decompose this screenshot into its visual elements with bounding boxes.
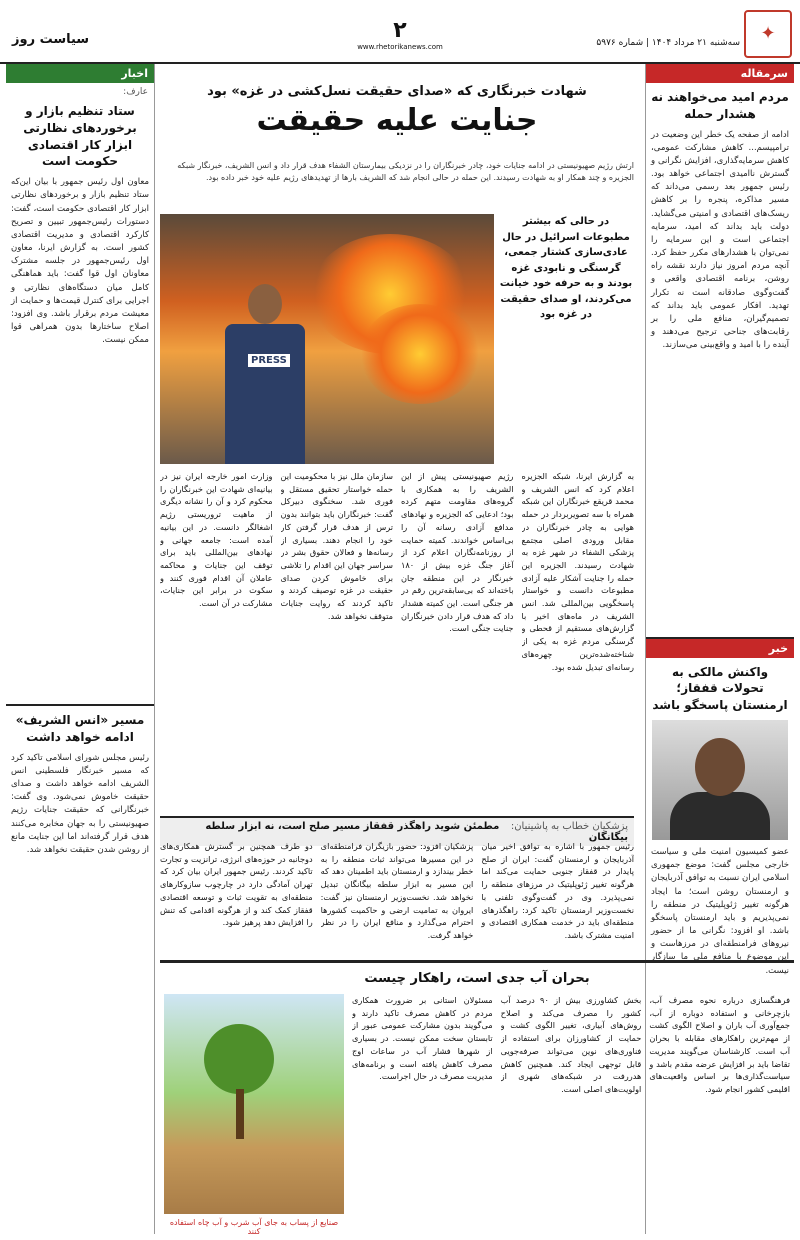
news-title-1[interactable]: ستاد تنظیم بازار و برخوردهای نظارتی ابزار کار اقتصادی حکومت است — [23, 104, 137, 169]
news-title[interactable]: واکنش مالکی به تحولات قفقاز؛ ارمنستان پاسخگو باشد — [652, 664, 788, 713]
page-number-block — [330, 18, 470, 51]
water-column-3: مسئولان استانی بر ضرورت همکاری مردم در کاهش مصرف تاکید دارند و می‌گویند بدون مشارکت عمومی عبور از تابستان سخت ممکن نیست. در بسیاری از شهرها فشار آب در ساعات اوج مصرف کاهش یافته است و برنامه‌های مدیریت مصرف در حال اجراست. — [351, 995, 493, 1082]
news-title-2[interactable]: مسیر «انس الشریف» ادامه خواهد داشت — [15, 713, 145, 744]
sub-column-2: پزشکیان افزود: حضور بازیگران فرامنطقه‌ای در این مسیرها می‌تواند ثبات منطقه را به خطر بیندازد و ارمنستان باید اطمینان دهد که این مسیر به ابزار سلطه بیگانگان تبدیل نخواهد شد. نخست‌وزیر ارمنستان نیز گفت: ایروان به تمامیت ارضی و حاکمیت کشورها احترام می‌گذارد و منافع ایران را در نظر خواهد گرفت. — [320, 841, 474, 940]
logo-icon: ✦ — [744, 10, 792, 58]
section-name: سیاست روز — [12, 32, 90, 47]
news-body: عضو کمیسیون امنیت ملی و سیاست خارجی مجلس گفت: موضع جمهوری اسلامی ایران نسبت به توافق آذربایجان و ارمنستان روشن است؛ ما ایجاد هرگونه تغییر ژئوپلیتیک در منطقه را نمی‌پذیریم و باید ارمنستان پاسخگو باشد. او افزود: نگرانی ما از حضور نیروهای فرامنطقه‌ای در مرزهاست و این موضوع با منافع ملی ما سازگار نیست. — [651, 846, 789, 976]
main-kicker: شهادت خبرنگاری که «صدای حقیقت نسل‌کشی در غزه» بود — [207, 84, 587, 99]
editorial-header: سرمقاله — [646, 64, 794, 83]
water-story — [160, 960, 794, 1236]
journalist-photo — [160, 214, 494, 464]
water-story-columns — [160, 994, 794, 1236]
drought-image — [164, 994, 344, 1214]
website-link[interactable]: www.rhetorikanews.com — [357, 43, 443, 51]
masthead — [0, 0, 800, 64]
editorial-body: ادامه از صفحه یک خطر این وضعیت در ترامپیسم... کاهش مشارکت عمومی، کاهش سرمایه‌گذاری، افزایش نگرانی و گسترش ناامیدی اجتماعی خواهد بود. رئیس جمهور بعد رسمی می‌داند که مسیر مذاکره، پنجره را بر کاهش ریسک‌های اقتصادی و امنیتی می‌گشاید. دولت باید بداند که امید، سرمایه اجتماعی است و این سرمایه را نمی‌توان با هشدارهای مکرر حفظ کرد. آنچه مردم امروز نیاز دارند نقشه راه روشن، برنامه اقتصادی واقعی و گفت‌وگوی صادقانه است نه تکرار تهدید. افکار عمومی باید بداند که تصمیم‌گیران، منافع ملی را بر رقابت‌های جناحی ترجیح می‌دهند و آینده را با امید و واقع‌بینی می‌سازند. — [651, 129, 789, 351]
left-column — [6, 64, 155, 1234]
main-intro: ارتش رژیم صهیونیستی در ادامه جنایات خود، چادر خبرنگاران را در نزدیکی بیمارستان الشفاء هدف قرار داد و انس الشریف، خبرنگار شبکه الجزیره و چند همکار او به شهادت رسیدند. این حمله در حالی انجام شد که الشریف بارها از تهدیدهای رژیم علیه خود خبر داده بود. — [177, 161, 634, 182]
article-column-4: وزارت امور خارجه ایران نیز در بیانیه‌ای شهادت این خبرنگاران را محکوم کرد و آن را نشانه دیگری از ماهیت تروریستی رژیم اشغالگر دانست. در این بیانیه آمده است: جامعه جهانی و نهادهای بین‌المللی باید برای توقف این جنایات و محاکمه عاملان آن اقدام فوری کنند و سکوت در برابر این جنایات، مشارکت در آن است. — [160, 471, 273, 609]
news-section-header: اخبار — [6, 64, 154, 83]
main-article-columns — [160, 470, 634, 810]
drought-caption: صنایع از پساب به جای آب شرب و آب چاه استفاده کنند — [169, 1218, 339, 1236]
news-header: خبر — [646, 639, 794, 658]
sub-column-1: رئیس جمهور با اشاره به توافق اخیر میان آذربایجان و ارمنستان گفت: ایران از صلح پایدار در قفقاز جنوبی حمایت می‌کند اما هرگونه تغییر ژئوپلیتیک در مرزهای منطقه را نمی‌پذیرد. وی در گفت‌وگوی تلفنی با نخست‌وزیر ارمنستان تاکید کرد: راهگذرهای منطقه‌ای باید در خدمت همکاری اقتصادی و امنیت مشترک باشد. — [481, 841, 634, 940]
main-title[interactable]: جنایت علیه حقیقت — [256, 103, 538, 138]
journalist-figure: PRESS — [220, 284, 310, 464]
main-story — [159, 64, 634, 940]
article-column-2: رژیم صهیونیستی پیش از این الشریف را به همکاری با گروه‌های مقاومت متهم کرده بود؛ ادعایی که الجزیره و نهادهای مدافع آزادی رسانه آن را بی‌اساس خواندند. کمیته حمایت از روزنامه‌نگاران اعلام کرد از آغاز جنگ غزه بیش از ۱۸۰ خبرنگار در این منطقه جان باخته‌اند که بی‌سابقه‌ترین رقم در هر جنگی است. این کمیته هشدار داد که هدف قرار دادن خبرنگاران جنایت جنگی است. — [401, 471, 514, 634]
water-column-1: فرهنگسازی درباره نحوه مصرف آب، بازچرخانی و استفاده دوباره از آب، جمع‌آوری آب باران و اصلاح الگوی کشت از مهم‌ترین راهکارهای مقابله با بحران آب است. کارشناسان می‌گویند مدیریت تقاضا باید بر افزایش عرضه مقدم باشد و سیاست‌گذاری‌ها بر اساس واقعیت‌های اقلیمی کشور انجام شود. — [649, 995, 790, 1094]
photo-caption: در حالی که بیشتر مطبوعات اسرائیل در حال عادی‌سازی کشتار جمعی، گرسنگی و نابودی غزه بودند و به حرفه خود خیانت می‌کردند، او صدای حقیقت در غزه بود — [499, 216, 633, 320]
sub-column-3: دو طرف همچنین بر گسترش همکاری‌های دوجانبه در حوزه‌های انرژی، ترانزیت و تجارت تاکید کردند. رئیس جمهور ایران بیان کرد که تهران آمادگی دارد در چارچوب سازوکارهای منطقه‌ای به تقویت ثبات و توسعه اقتصادی قفقاز کمک کند و از هرگونه اقدامی که تنش را افزایش دهد پرهیز شود. — [159, 841, 313, 928]
water-column-2: بخش کشاورزی بیش از ۹۰ درصد آب کشور را مصرف می‌کند و اصلاح روش‌های آبیاری، تغییر الگوی کشت و حمایت از کشاورزان برای استفاده از فناوری‌های نوین می‌تواند صرفه‌جویی قابل توجهی ایجاد کند. همچنین کاهش هدررفت در شبکه‌های شهری از اولویت‌های اصلی است. — [500, 995, 642, 1094]
issue-info: سه‌شنبه ۲۱ مرداد ۱۴۰۴ | شماره ۵۹۷۶ — [596, 38, 740, 48]
news-body-2: رئیس مجلس شورای اسلامی تاکید کرد که مسیر خبرنگار فلسطینی انس الشریف ادامه خواهد داشت و صدای حقیقت خاموش نمی‌شود. وی گفت: خبرنگارانی که حقیقت جنایات رژیم صهیونیستی را به جهان مخابره می‌کنند هدف قرار گرفته‌اند اما این جنایت مانع از روشن شدن حقیقت نخواهد شد. — [11, 752, 149, 855]
article-column-1: به گزارش ایرنا، شبکه الجزیره اعلام کرد که انس الشریف و محمد قریقع خبرنگاران این شبکه همراه با سه تصویربردار در حمله هوایی به چادر خبرنگاران در مقابل ورودی اصلی مجتمع پزشکی الشفاء در شهر غزه به شهادت رسیدند. الجزیره این حمله را جنایت آشکار علیه آزادی مطبوعات دانست و خواستار پاسخگویی بین‌المللی شد. انس الشریف در ماه‌های اخیر با گزارش‌های مستقیم از قحطی و گرسنگی مردم غزه به یکی از شناخته‌شده‌ترین چهره‌های رسانه‌ای تبدیل شده بود. — [521, 471, 634, 672]
water-story-title[interactable]: بحران آب جدی است، راهکار چیست — [364, 971, 590, 986]
news-kicker: عارف: — [123, 87, 148, 97]
page-number: ۲ — [393, 18, 407, 43]
article-column-3: سازمان ملل نیز با محکومیت این حمله خواستار تحقیق مستقل و فوری شد. سخنگوی دبیرکل گفت: خبرنگاران باید بتوانند بدون ترس از هدف قرار گرفتن کار خود را انجام دهند. بسیاری از رسانه‌ها و فعالان حقوق بشر در سراسر جهان این اقدام را تلاشی برای خاموش کردن صدای حقیقت در غزه توصیف کردند و تاکید کردند که روایت جنایات متوقف نخواهد شد. — [280, 471, 393, 621]
editorial-title[interactable]: مردم امید می‌خواهند نه هشدار حمله — [651, 90, 789, 121]
drought-image-block — [164, 994, 344, 1236]
sub-story-title[interactable]: مطمئن شوید راهگذر قفقاز مسیر صلح است، نه ابزار سلطه بیگانگان — [205, 821, 628, 843]
news-body-1: معاون اول رئیس جمهور با بیان این‌که ستاد تنظیم بازار و برخوردهای نظارتی ابزار کار اقتصادی حکومت است، گفت: دستورات رئیس‌جمهور تبیین و تصریح کارکرد اقتصادی و مدیریت اقتصادی کشور است. به گزارش ایرنا، معاون اول رئیس‌جمهور در جلسه مشترک معاونان اول قوا گفت: باید هماهنگی کامل میان دستگاه‌های نظارتی و اجرایی برای کنترل قیمت‌ها و حمایت از معیشت مردم برقرار باشد. وی افزود: اصلاح ساختارها بدون همراهی قوا ممکن نیست. — [11, 177, 149, 346]
portrait-photo — [652, 720, 788, 840]
sub-story-kicker: پزشکیان خطاب به پاشینیان: — [510, 821, 628, 832]
